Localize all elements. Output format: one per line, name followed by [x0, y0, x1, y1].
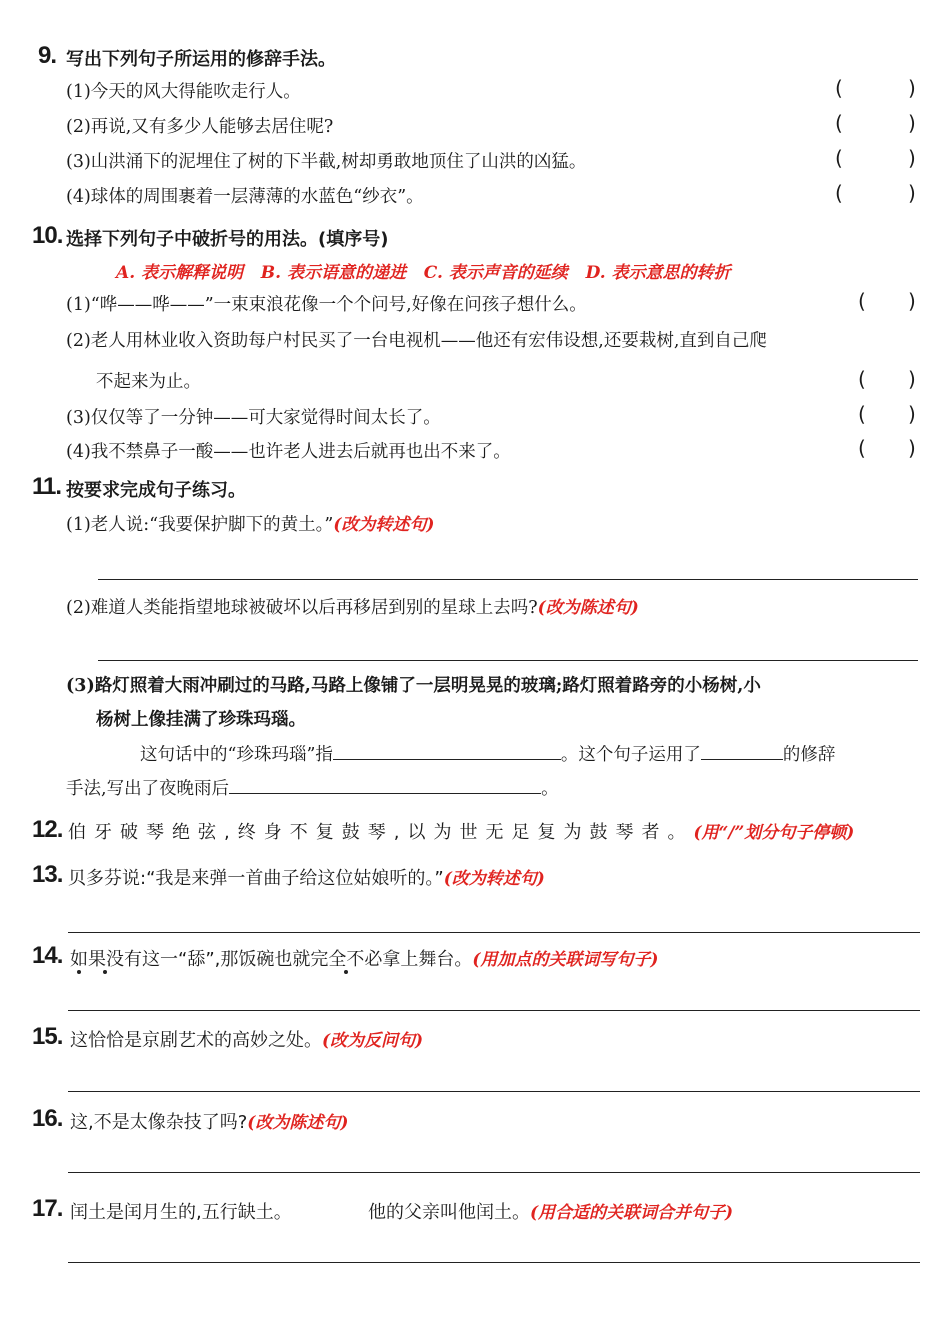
q9-answer-1-open[interactable]: (	[835, 76, 843, 100]
q9-answer-4-close: )	[908, 181, 916, 205]
q9-title: 写出下列句子所运用的修辞手法。	[66, 49, 336, 70]
q11-number: 11.	[32, 473, 62, 500]
q10-answer-2-close: )	[908, 367, 916, 391]
q10-number: 10.	[32, 222, 63, 249]
emphasis-dot-3	[344, 970, 348, 974]
q17-content-b	[368, 1198, 733, 1224]
q13-content	[68, 864, 545, 890]
q16-content	[70, 1108, 348, 1134]
q11-item-3-q-a: 这句话中的“珍珠玛瑙”指	[140, 745, 333, 765]
q17-answer-line[interactable]	[68, 1262, 920, 1263]
q10-answer-3-open[interactable]: (	[858, 402, 866, 426]
q9-item-1: (1)今天的风大得能吹走行人。	[66, 82, 301, 102]
q10-item-3: (3)仅仅等了一分钟——可大家觉得时间太长了。	[66, 408, 441, 428]
q9-answer-2-open[interactable]: (	[835, 111, 843, 135]
q10-answer-1-close: )	[908, 289, 916, 313]
q9-item-3: (3)山洪涌下的泥埋住了树的下半截,树却勇敢地顶住了山洪的凶猛。	[66, 152, 587, 172]
q11-item-3-q-b: 。这个句子运用了	[560, 745, 701, 765]
q16-number: 16.	[32, 1105, 63, 1132]
q11-item-3-question	[140, 741, 835, 766]
q13-number: 13.	[32, 861, 63, 888]
q16-answer-line[interactable]	[68, 1172, 920, 1173]
q10-options: A. 表示解释说明 B. 表示语意的递进 C. 表示声音的延续 D. 表示意思的转折	[116, 263, 731, 283]
q12-requirement: (用“/”划分句子停顿)	[693, 823, 855, 843]
q11-item-3-q-d: 手法,写出了夜晚雨后	[66, 779, 230, 799]
q10-item-4: (4)我不禁鼻子一酸——也许老人进去后就再也出不来了。	[66, 442, 511, 462]
q9-item-4: (4)球体的周围裹着一层薄薄的水蓝色“纱衣”。	[66, 187, 424, 207]
q13-answer-line[interactable]	[68, 932, 920, 933]
q11-item-2-requirement: (改为陈述句)	[537, 598, 639, 618]
q11-answer-line-2[interactable]	[98, 660, 918, 661]
q10-answer-2-open[interactable]: (	[858, 367, 866, 391]
q11-blank-rhetoric[interactable]	[701, 741, 783, 760]
q14-text: 如果没有这一“舔”,那饭碗也就完全不必拿上舞台。	[70, 949, 473, 970]
q15-text: 这恰恰是京剧艺术的高妙之处。	[70, 1030, 322, 1051]
q11-item-3-q-e: 。	[541, 779, 559, 799]
q9-answer-3-open[interactable]: (	[835, 146, 843, 170]
q11-blank-meaning[interactable]	[333, 741, 561, 760]
q15-number: 15.	[32, 1023, 63, 1050]
q14-number: 14.	[32, 942, 63, 969]
q10-answer-4-close: )	[908, 436, 916, 460]
q10-answer-4-open[interactable]: (	[858, 436, 866, 460]
q11-item-2-text: (2)难道人类能指望地球被破坏以后再移居到别的星球上去吗?	[66, 598, 538, 618]
q12-text: 伯牙破琴绝弦,终身不复鼓琴,以为世无足复为鼓琴者。	[68, 822, 694, 843]
q13-text: 贝多芬说:“我是来弹一首曲子给这位姑娘听的。”	[68, 868, 444, 889]
q11-item-1	[66, 510, 434, 536]
emphasis-dot-1	[77, 970, 81, 974]
q9-answer-1-close: )	[908, 76, 916, 100]
q11-item-1-requirement: (改为转述句)	[333, 515, 435, 535]
q16-text: 这,不是太像杂技了吗?	[70, 1112, 248, 1133]
q14-answer-line[interactable]	[68, 1010, 920, 1011]
q10-item-1: (1)“哗——哗——”一束束浪花像一个个问号,好像在问孩子想什么。	[66, 295, 587, 315]
emphasis-dot-2	[103, 970, 107, 974]
q11-item-3-q-c: 的修辞	[782, 745, 836, 765]
q11-item-3-line-2: 杨树上像挂满了珍珠玛瑙。	[96, 710, 306, 730]
q9-answer-4-open[interactable]: (	[835, 181, 843, 205]
q11-item-2	[66, 593, 639, 619]
q17-text-a: 闰土是闰月生的,五行缺土。	[70, 1202, 292, 1223]
q11-item-3-question-cont	[66, 775, 559, 800]
q10-answer-3-close: )	[908, 402, 916, 426]
q13-requirement: (改为转述句)	[443, 869, 545, 889]
q11-blank-night[interactable]	[229, 775, 541, 794]
q11-answer-line-1[interactable]	[98, 579, 918, 580]
q10-item-2: (2)老人用林业收入资助每户村民买了一台电视机——他还有宏伟设想,还要栽树,直到自己爬	[66, 331, 767, 351]
q9-item-2: (2)再说,又有多少人能够去居住呢?	[66, 117, 334, 137]
q15-content	[70, 1026, 423, 1052]
q14-content	[70, 945, 658, 971]
q16-requirement: (改为陈述句)	[247, 1113, 349, 1133]
q15-requirement: (改为反问句)	[322, 1031, 424, 1051]
q11-title: 按要求完成句子练习。	[66, 480, 246, 501]
q10-answer-1-open[interactable]: (	[858, 289, 866, 313]
q17-requirement: (用合适的关联词合并句子)	[530, 1203, 734, 1223]
q9-answer-3-close: )	[908, 146, 916, 170]
q14-requirement: (用加点的关联词写句子)	[472, 950, 659, 970]
q17-text-b: 他的父亲叫他闰土。	[368, 1202, 530, 1223]
q9-number: 9.	[38, 42, 57, 69]
q9-answer-2-close: )	[908, 111, 916, 135]
q12-content	[68, 818, 854, 844]
q12-number: 12.	[32, 816, 63, 843]
q11-item-3-line-1: (3)路灯照着大雨冲刷过的马路,马路上像铺了一层明晃晃的玻璃;路灯照着路旁的小杨树,小	[66, 676, 761, 696]
q15-answer-line[interactable]	[68, 1091, 920, 1092]
q10-item-2-cont: 不起来为止。	[96, 372, 201, 392]
q17-number: 17.	[32, 1195, 63, 1222]
q11-item-1-text: (1)老人说:“我要保护脚下的黄土。”	[66, 515, 334, 535]
q10-title: 选择下列句子中破折号的用法。(填序号)	[66, 229, 389, 250]
